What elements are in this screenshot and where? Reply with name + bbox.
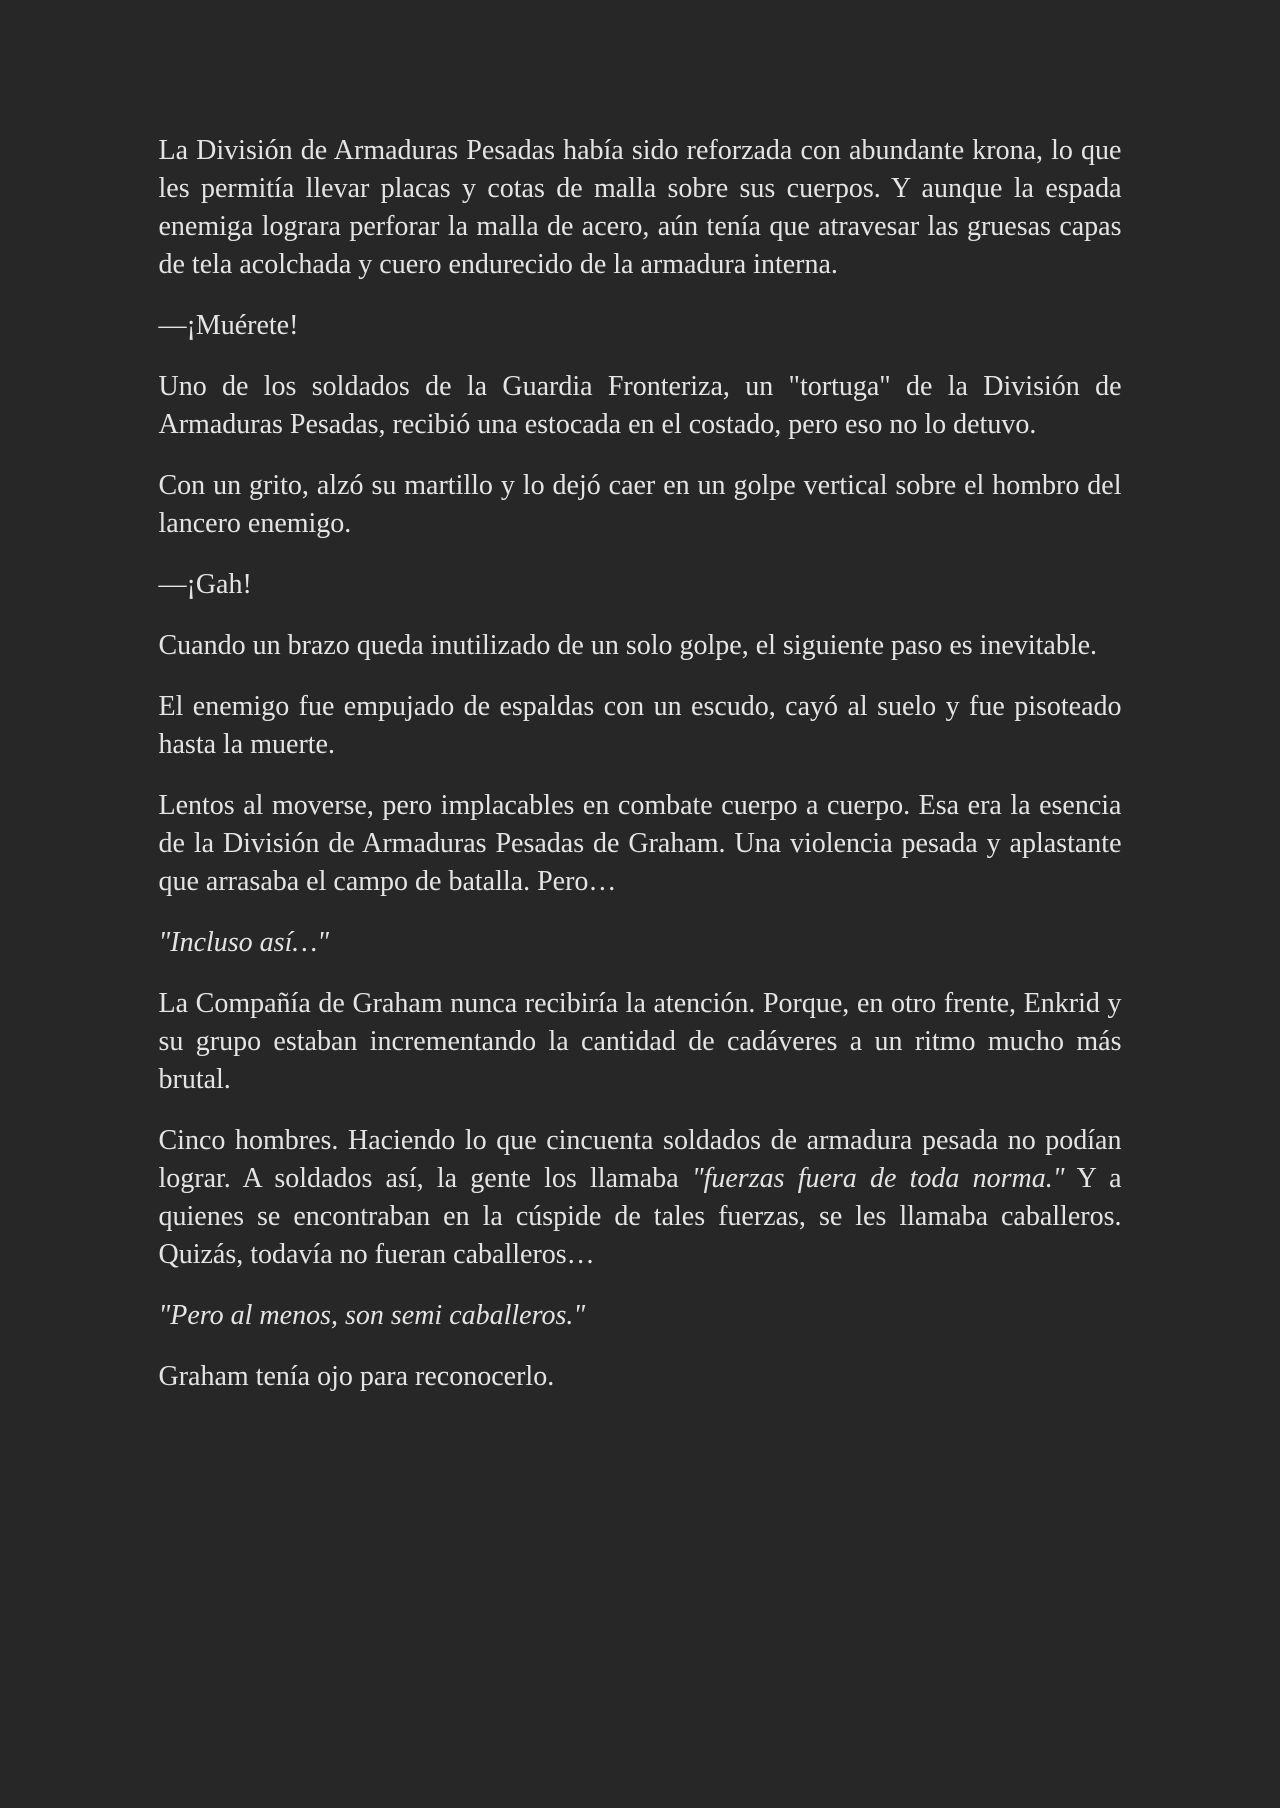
text-segment: Cuando un brazo queda inutilizado de un solo golpe, el siguiente paso es inevitable. bbox=[158, 630, 1098, 661]
italic-text-segment: "Incluso así…" bbox=[158, 927, 330, 958]
paragraph-8 bbox=[159, 787, 1122, 901]
text-segment: Lentos al moverse, pero implacables en combate cuerpo a cuerpo. Esa era la esencia de la División de Armaduras Pesadas de Graham. Una violencia pesada y aplastante que arrasaba el campo de batalla. Pero… bbox=[158, 790, 1122, 897]
paragraph-3 bbox=[159, 368, 1122, 444]
text-segment: Uno de los soldados de la Guardia Fronteriza, un "tortuga" de la División de Armaduras Pesadas, recibió una estocada en el costado, pero eso no lo detuvo. bbox=[158, 371, 1122, 440]
text-segment: La División de Armaduras Pesadas había sido reforzada con abundante krona, lo que les permitía llevar placas y cotas de malla sobre sus cuerpos. Y aunque la espada enemiga lograra perforar la malla de acero, aún tenía que atravesar las gruesas capas de tela acolchada y cuero endurecido de la armadura interna. bbox=[158, 135, 1122, 280]
paragraph-11 bbox=[159, 1122, 1122, 1274]
text-segment: —¡Gah! bbox=[158, 569, 252, 600]
text-segment: Con un grito, alzó su martillo y lo dejó caer en un golpe vertical sobre el hombro del lancero enemigo. bbox=[158, 470, 1122, 539]
paragraph-4 bbox=[159, 467, 1122, 543]
text-segment: Cinco hombres. Haciendo lo que cincuenta soldados de armadura pesada no podían lograr. A soldados así, la gente los llamaba bbox=[158, 1125, 1122, 1194]
paragraph-13 bbox=[159, 1358, 1122, 1396]
paragraph-12 bbox=[159, 1297, 1122, 1335]
text-segment: —¡Muérete! bbox=[158, 310, 299, 341]
italic-text-segment: "fuerzas fuera de toda norma." bbox=[691, 1163, 1065, 1194]
text-segment: Graham tenía ojo para reconocerlo. bbox=[158, 1361, 555, 1392]
paragraph-10 bbox=[159, 985, 1122, 1099]
italic-text-segment: "Pero al menos, son semi caballeros." bbox=[158, 1300, 586, 1331]
chapter-text-container bbox=[159, 0, 1122, 1396]
paragraph-6 bbox=[159, 627, 1122, 665]
text-segment: El enemigo fue empujado de espaldas con un escudo, cayó al suelo y fue pisoteado hasta la muerte. bbox=[158, 691, 1122, 760]
text-segment: La Compañía de Graham nunca recibiría la atención. Porque, en otro frente, Enkrid y su grupo estaban incrementando la cantidad de cadáveres a un ritmo mucho más brutal. bbox=[158, 988, 1122, 1095]
paragraph-2 bbox=[159, 307, 1122, 345]
paragraph-7 bbox=[159, 688, 1122, 764]
paragraph-9 bbox=[159, 924, 1122, 962]
text-segment: Y a quienes se encontraban en la cúspide de tales fuerzas, se les llamaba caballeros. Quizás, todavía no fueran caballeros… bbox=[158, 1163, 1122, 1270]
paragraph-5 bbox=[159, 566, 1122, 604]
paragraph-1 bbox=[159, 132, 1122, 284]
